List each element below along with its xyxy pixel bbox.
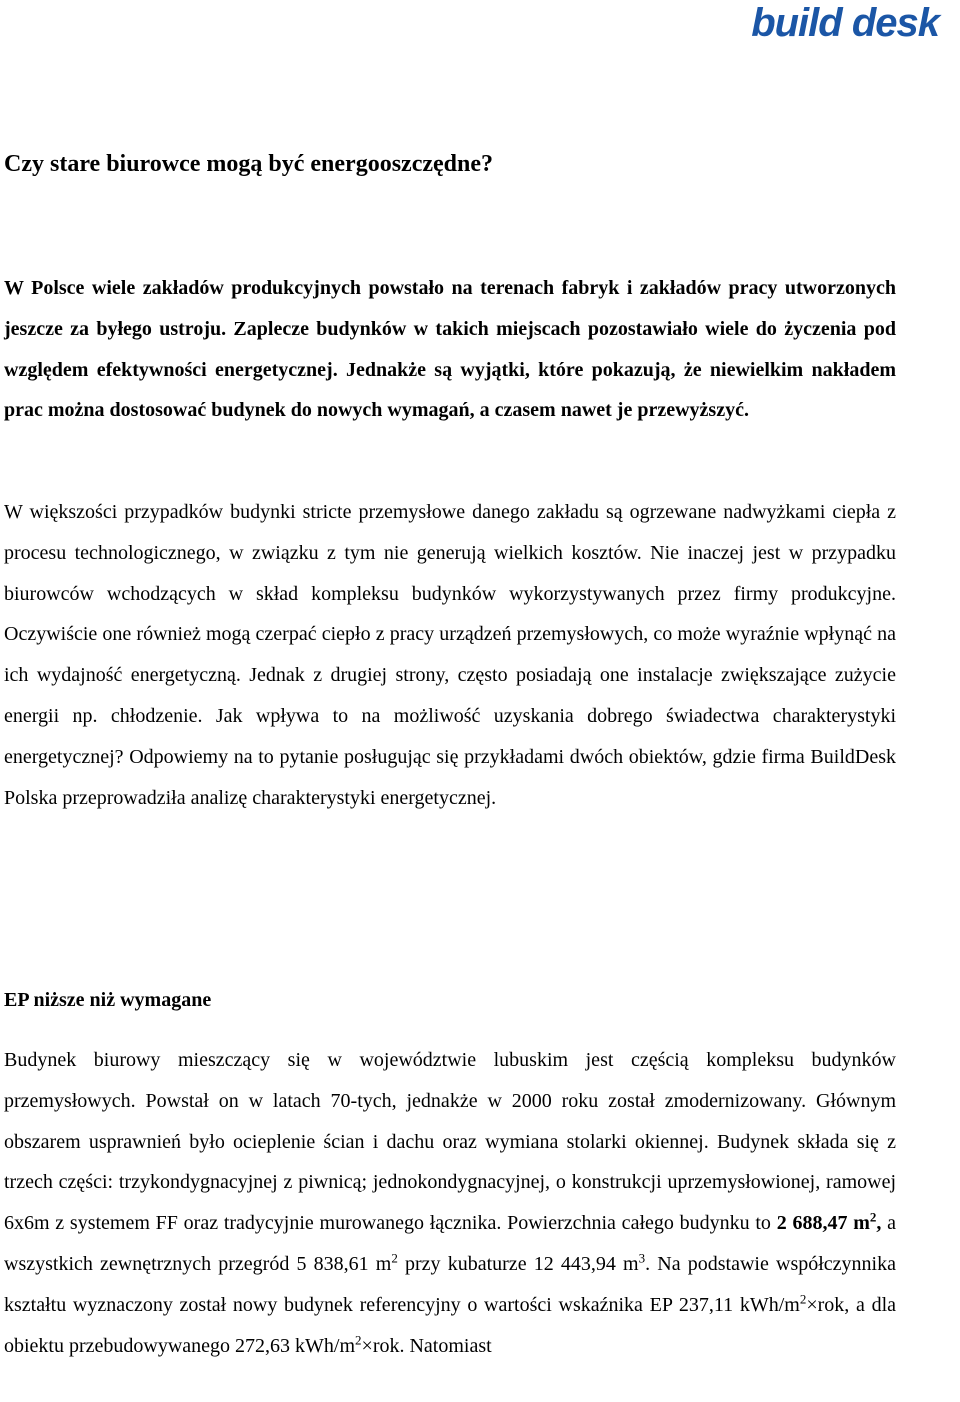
area-superscript: 2 bbox=[869, 1209, 877, 1225]
paragraph-2-text-e: ×rok, a dla obiektu przebudowywanego 272,63 kWh/m bbox=[4, 1293, 897, 1357]
logo-text: build desk bbox=[751, 1, 939, 45]
article-paragraph-1: W większości przypadków budynki stricte przemysłowe danego zakładu są ogrzewane nadwyżkami ciepła z procesu technologicznego, w związku z tym nie generują wielkich kosztów. Nie inaczej jest w przypadku biurowców wchodzących w skład kompleksu budynków wykorzystywanych przez firmy produkcyjne. Oczywiście one również mogą czerpać ciepło z pracy urządzeń przemysłowych, co może wyraźnie wpłynąć na ich wydajność energetyczną. Jednak z drugiej strony, często posiadają one instalacje zwiększające zużycie energii np. chłodzenie. Jak wpływa to na możliwość uzyskania dobrego świadectwa charakterystyki energetycznej? Odpowiemy na to pytanie posługując się przykładami dwóch obiektów, gdzie firma BuildDesk Polska przeprowadziła analizę charakterystyki energetycznej. bbox=[4, 501, 896, 809]
builddesk-logo bbox=[751, 0, 952, 46]
area-number: 2 688,47 m bbox=[776, 1212, 870, 1235]
paragraph-2-text-a: Budynek biurowy mieszczący się w województwie lubuskim jest częścią kompleksu budynków przemysłowych. Powstał on w latach 70-tych, jednakże w 2000 roku został zmodernizowany. Głównym obszarem usprawnień było ocieplenie ścian i dachu oraz wymiana stolarki okiennej. Budynek składa się z trzech części: trzykondygnacyjnej z piwnicą; jednokondygnacyjnej, o konstrukcji uprzemysłowionej, ramowej 6x6m z systemem FF oraz tradycyjnie murowanego łącznika. Powierzchnia całego budynku to bbox=[4, 1049, 896, 1235]
article-title: Czy stare biurowce mogą być energooszczędne? bbox=[4, 151, 493, 177]
superscript-4: 2 bbox=[799, 1291, 807, 1307]
paragraph-2-text-f: ×rok. Natomiast bbox=[361, 1334, 492, 1357]
superscript-2: 2 bbox=[391, 1250, 398, 1266]
paragraph-2-text-d: . Na podstawie współczynnika kształtu wyznaczony został nowy budynek referencyjny o wartości wskaźnika EP 237,11 kWh/m bbox=[4, 1252, 896, 1316]
section-heading: EP niższe niż wymagane bbox=[4, 989, 212, 1011]
area-value bbox=[776, 1209, 882, 1235]
superscript-3: 3 bbox=[638, 1250, 646, 1266]
article-intro: W Polsce wiele zakładów produkcyjnych powstało na terenach fabryk i zakładów pracy utworzonych jeszcze za byłego ustroju. Zaplecze budynków w takich miejscach pozostawiało wiele do życzenia pod względem efektywności energetycznej. Jednakże są wyjątki, które pokazują, że niewielkim nakładem prac można dostosować budynek do nowych wymagań, a czasem nawet je przewyższyć. bbox=[4, 277, 896, 422]
area-tail: , bbox=[876, 1212, 882, 1235]
paragraph-2-text-c: przy kubaturze 12 443,94 m bbox=[397, 1252, 639, 1275]
article-paragraph-2 bbox=[4, 1040, 896, 1366]
superscript-5: 2 bbox=[355, 1331, 362, 1347]
paragraph-2-text-b: a wszystkich zewnętrznych przegród 5 838,61 m bbox=[4, 1212, 896, 1275]
